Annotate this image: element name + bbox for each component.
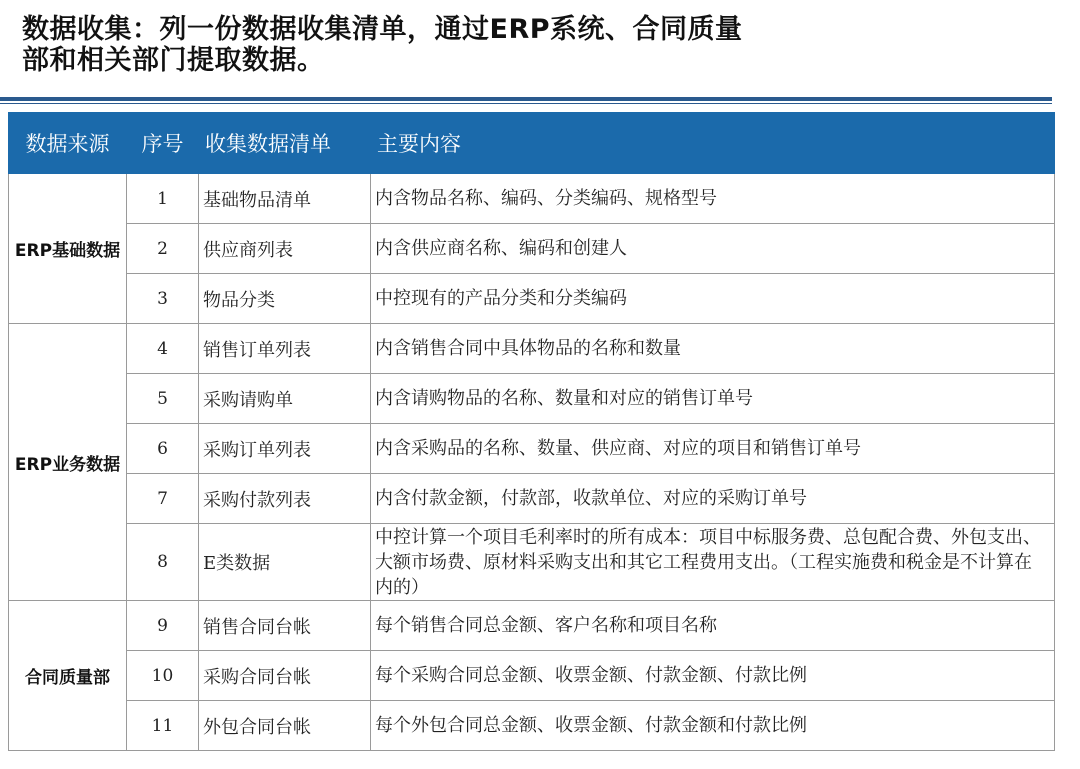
table-header-row bbox=[9, 113, 1055, 174]
table-row bbox=[9, 524, 1055, 601]
row-desc: 内含物品名称、编码、分类编码、规格型号 bbox=[371, 174, 1055, 224]
row-name: E类数据 bbox=[199, 524, 371, 601]
row-name: 供应商列表 bbox=[199, 224, 371, 274]
row-desc: 内含销售合同中具体物品的名称和数量 bbox=[371, 324, 1055, 374]
table-row bbox=[9, 601, 1055, 651]
table-row bbox=[9, 224, 1055, 274]
group-source-erp-business: ERP业务数据 bbox=[9, 324, 127, 601]
row-no: 2 bbox=[127, 224, 199, 274]
row-name: 销售合同台帐 bbox=[199, 601, 371, 651]
table-row bbox=[9, 174, 1055, 224]
table-row bbox=[9, 274, 1055, 324]
group-source-contract-quality: 合同质量部 bbox=[9, 601, 127, 751]
table-row bbox=[9, 701, 1055, 751]
table-row bbox=[9, 474, 1055, 524]
row-no: 9 bbox=[127, 601, 199, 651]
table-row bbox=[9, 374, 1055, 424]
row-desc: 中控计算一个项目毛利率时的所有成本：项目中标服务费、总包配合费、外包支出、大额市场费、原材料采购支出和其它工程费用支出。（工程实施费和税金是不计算在内的） bbox=[371, 524, 1055, 601]
row-no: 11 bbox=[127, 701, 199, 751]
row-name: 外包合同台帐 bbox=[199, 701, 371, 751]
table-row bbox=[9, 324, 1055, 374]
title-divider-thin bbox=[0, 103, 1052, 104]
row-desc: 内含供应商名称、编码和创建人 bbox=[371, 224, 1055, 274]
row-no: 4 bbox=[127, 324, 199, 374]
header-data-source: 数据来源 bbox=[9, 113, 127, 174]
row-desc: 内含请购物品的名称、数量和对应的销售订单号 bbox=[371, 374, 1055, 424]
row-name: 采购请购单 bbox=[199, 374, 371, 424]
row-name: 采购合同台帐 bbox=[199, 651, 371, 701]
row-desc: 每个销售合同总金额、客户名称和项目名称 bbox=[371, 601, 1055, 651]
row-name: 物品分类 bbox=[199, 274, 371, 324]
page-title-line-1: 数据收集：列一份数据收集清单，通过ERP系统、合同质量 bbox=[22, 14, 743, 45]
row-name: 采购付款列表 bbox=[199, 474, 371, 524]
title-divider-thick bbox=[0, 97, 1052, 101]
row-no: 3 bbox=[127, 274, 199, 324]
row-no: 8 bbox=[127, 524, 199, 601]
row-desc: 内含付款金额，付款部，收款单位、对应的采购订单号 bbox=[371, 474, 1055, 524]
row-no: 1 bbox=[127, 174, 199, 224]
page-title bbox=[22, 14, 1022, 76]
header-serial-no: 序号 bbox=[127, 113, 199, 174]
row-name: 销售订单列表 bbox=[199, 324, 371, 374]
row-desc: 每个外包合同总金额、收票金额、付款金额和付款比例 bbox=[371, 701, 1055, 751]
row-name: 基础物品清单 bbox=[199, 174, 371, 224]
row-name: 采购订单列表 bbox=[199, 424, 371, 474]
table-row bbox=[9, 651, 1055, 701]
row-no: 10 bbox=[127, 651, 199, 701]
row-no: 5 bbox=[127, 374, 199, 424]
table-row bbox=[9, 424, 1055, 474]
row-desc: 每个采购合同总金额、收票金额、付款金额、付款比例 bbox=[371, 651, 1055, 701]
row-no: 6 bbox=[127, 424, 199, 474]
group-source-erp-basic: ERP基础数据 bbox=[9, 174, 127, 324]
data-collection-table bbox=[8, 112, 1055, 751]
header-main-content: 主要内容 bbox=[371, 113, 1055, 174]
row-desc: 内含采购品的名称、数量、供应商、对应的项目和销售订单号 bbox=[371, 424, 1055, 474]
page-title-line-2: 部和相关部门提取数据。 bbox=[22, 45, 325, 76]
row-desc: 中控现有的产品分类和分类编码 bbox=[371, 274, 1055, 324]
header-collection-list: 收集数据清单 bbox=[199, 113, 371, 174]
row-no: 7 bbox=[127, 474, 199, 524]
